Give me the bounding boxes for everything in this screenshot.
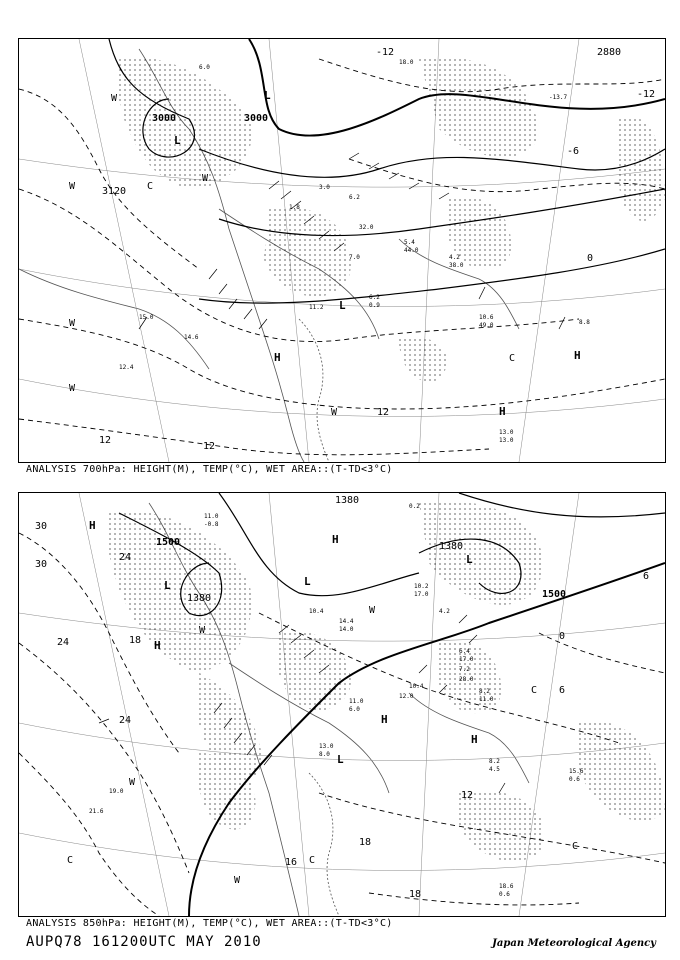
- contour-label: 16: [285, 857, 298, 868]
- svg-text:3.0: 3.0: [319, 184, 330, 191]
- svg-text:1.8: 1.8: [289, 204, 300, 211]
- svg-text:32.0: 32.0: [359, 224, 374, 231]
- svg-text:-13.7: -13.7: [549, 94, 568, 101]
- svg-text:17.0: 17.0: [414, 591, 429, 598]
- center-label: C: [531, 685, 538, 696]
- center-label: W: [199, 625, 206, 636]
- caption-850hpa: ANALYSIS 850hPa: HEIGHT(M), TEMP(°C), WET AREA::(T-TD<3°C): [26, 918, 393, 929]
- center-label: W: [202, 173, 209, 184]
- contour-label: 24: [57, 637, 70, 648]
- svg-text:0.6: 0.6: [499, 891, 510, 898]
- svg-text:6.2: 6.2: [349, 194, 360, 201]
- center-label: C: [309, 855, 316, 866]
- wet-areas: [109, 501, 665, 861]
- contour-label: 18: [359, 837, 372, 848]
- contour-label: 1380: [439, 541, 464, 552]
- center-label: H: [89, 519, 96, 532]
- contour-label: 0: [559, 631, 566, 642]
- contour-label: 1380: [187, 593, 212, 604]
- svg-text:14.0: 14.0: [339, 626, 354, 633]
- svg-text:10.2: 10.2: [414, 583, 429, 590]
- svg-text:13.0: 13.0: [319, 743, 334, 750]
- svg-text:7.2: 7.2: [459, 666, 470, 673]
- svg-text:15.6: 15.6: [569, 768, 584, 775]
- svg-text:10.4: 10.4: [309, 608, 324, 615]
- map-panel-850hpa: [18, 492, 666, 917]
- center-label: W: [331, 407, 338, 418]
- svg-text:11.2: 11.2: [309, 304, 324, 311]
- contour-label: 18: [409, 889, 422, 900]
- contour-label: 12: [203, 441, 216, 452]
- contour-label: 12: [99, 435, 112, 446]
- svg-text:6.0: 6.0: [349, 706, 360, 713]
- wet-areas: [119, 57, 665, 382]
- svg-text:-0.8: -0.8: [204, 521, 219, 528]
- svg-text:4.5: 4.5: [489, 766, 500, 773]
- contour-label: 3000: [152, 113, 177, 124]
- contour-label: 12: [377, 407, 390, 418]
- center-label: L: [337, 753, 344, 766]
- center-label: W: [369, 605, 376, 616]
- svg-text:7.0: 7.0: [349, 254, 360, 261]
- center-label: L: [339, 299, 346, 312]
- contour-label: 1500: [156, 537, 181, 548]
- center-label: H: [499, 405, 506, 418]
- svg-text:6.4: 6.4: [459, 648, 470, 655]
- center-label: W: [69, 318, 76, 329]
- svg-text:8.2: 8.2: [489, 758, 500, 765]
- contour-label: 0: [587, 253, 594, 264]
- svg-text:0.6: 0.6: [569, 776, 580, 783]
- svg-text:4.2: 4.2: [439, 608, 450, 615]
- bulletin-code: AUPQ78 161200UTC MAY 2010: [26, 934, 262, 950]
- center-label: H: [154, 639, 161, 652]
- center-label: L: [164, 579, 171, 592]
- svg-text:10.6: 10.6: [479, 314, 494, 321]
- center-label: H: [381, 713, 388, 726]
- center-label: C: [509, 353, 516, 364]
- svg-text:8.2: 8.2: [479, 688, 490, 695]
- map-850hpa: [19, 493, 665, 916]
- contour-label: 24: [119, 715, 132, 726]
- svg-text:12.4: 12.4: [119, 364, 134, 371]
- svg-text:18.0: 18.0: [399, 59, 414, 66]
- center-label: H: [574, 349, 581, 362]
- contour-label: 30: [35, 521, 48, 532]
- contour-label: 12: [461, 790, 474, 801]
- svg-text:14.6: 14.6: [184, 334, 199, 341]
- svg-text:14.4: 14.4: [339, 618, 354, 625]
- contour-label: -12: [637, 89, 656, 100]
- center-label: H: [471, 733, 478, 746]
- svg-text:12.0: 12.0: [399, 693, 414, 700]
- svg-text:11.0: 11.0: [204, 513, 219, 520]
- svg-text:6.2: 6.2: [369, 294, 380, 301]
- contour-label: 3120: [102, 186, 127, 197]
- center-label: W: [234, 875, 241, 886]
- contour-label: 24: [119, 552, 132, 563]
- center-label: L: [304, 575, 311, 588]
- center-label: H: [332, 533, 339, 546]
- center-label: W: [69, 383, 76, 394]
- contour-label: 6: [559, 685, 566, 696]
- svg-text:5.4: 5.4: [404, 239, 415, 246]
- contour-label: 1500: [542, 589, 567, 600]
- contour-label: 3000: [244, 113, 269, 124]
- center-label: L: [264, 89, 271, 102]
- center-label: W: [129, 777, 136, 788]
- svg-text:19.0: 19.0: [109, 788, 124, 795]
- center-label: C: [147, 181, 154, 192]
- svg-text:13.0: 13.0: [499, 437, 514, 444]
- svg-text:0.2: 0.2: [409, 503, 420, 510]
- center-label: H: [274, 351, 281, 364]
- svg-text:49.0: 49.0: [479, 322, 494, 329]
- caption-700hpa: ANALYSIS 700hPa: HEIGHT(M), TEMP(°C), WET AREA::(T-TD<3°C): [26, 464, 393, 475]
- svg-text:44.0: 44.0: [404, 247, 419, 254]
- svg-text:0.9: 0.9: [369, 302, 380, 309]
- svg-text:8.0: 8.0: [319, 751, 330, 758]
- agency-name: Japan Meteorological Agency: [492, 938, 656, 949]
- contour-label: 30: [35, 559, 48, 570]
- center-label: L: [466, 553, 473, 566]
- svg-text:18.6: 18.6: [499, 883, 514, 890]
- map-panel-700hpa: [18, 38, 666, 463]
- contour-label: 18: [129, 635, 142, 646]
- contour-label: 6: [643, 571, 650, 582]
- svg-text:6.0: 6.0: [199, 64, 210, 71]
- center-label: C: [572, 841, 579, 852]
- temperature-isotherms: [19, 533, 665, 916]
- center-label: W: [69, 181, 76, 192]
- svg-text:28.0: 28.0: [459, 676, 474, 683]
- svg-text:4.2: 4.2: [449, 254, 460, 261]
- contour-label: 2880: [597, 47, 622, 58]
- center-label: L: [174, 134, 181, 147]
- svg-text:38.0: 38.0: [449, 262, 464, 269]
- contour-label: -12: [376, 47, 395, 58]
- map-700hpa: [19, 39, 665, 462]
- contour-label: -6: [567, 146, 580, 157]
- contour-label: 1380: [335, 495, 360, 506]
- svg-text:13.0: 13.0: [499, 429, 514, 436]
- svg-text:11.0: 11.0: [479, 696, 494, 703]
- svg-text:21.6: 21.6: [89, 808, 104, 815]
- svg-text:15.0: 15.0: [139, 314, 154, 321]
- center-label: W: [111, 93, 118, 104]
- svg-text:10.4: 10.4: [409, 683, 424, 690]
- svg-text:11.0: 11.0: [349, 698, 364, 705]
- svg-text:8.8: 8.8: [579, 319, 590, 326]
- svg-text:17.0: 17.0: [459, 656, 474, 663]
- center-label: C: [67, 855, 74, 866]
